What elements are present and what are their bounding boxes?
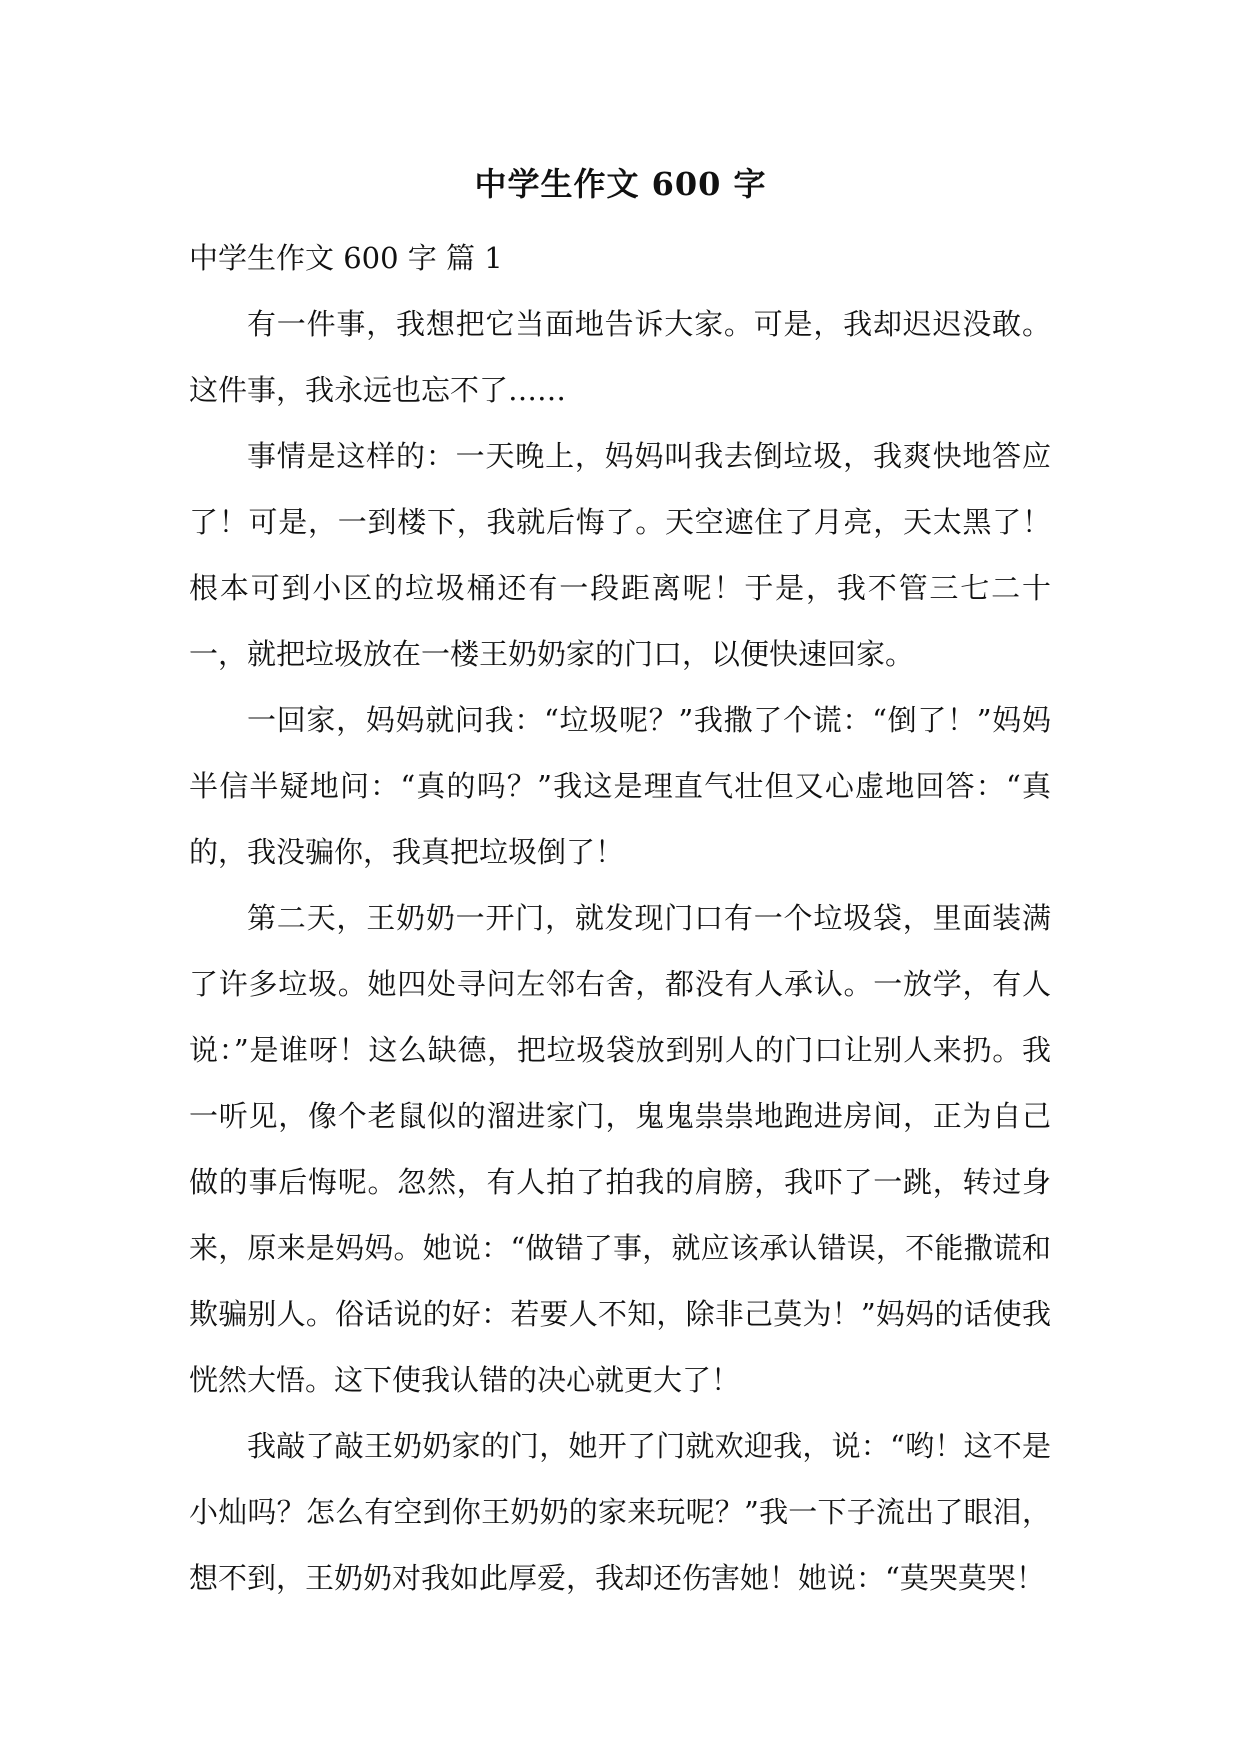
section-heading: 中学生作文 600 字 篇 1	[189, 241, 503, 275]
document-title: 中学生作文 600 字	[474, 165, 767, 203]
paragraph-2: 事情是这样的：一天晚上，妈妈叫我去倒垃圾，我爽快地答应了！可是，一到楼下，我就后悔了。天空遮住了月亮，天太黑了！根本可到小区的垃圾桶还有一段距离呢！于是，我不管三七二十一，就把垃圾放在一楼王奶奶家的门口，以便快速回家。	[189, 439, 1051, 671]
paragraph-5: 我敲了敲王奶奶家的门，她开了门就欢迎我，说：“哟！这不是小灿吗？怎么有空到你王奶奶的家来玩呢？”我一下子流出了眼泪，想不到，王奶奶对我如此厚爱，我却还伤害她！她说：“莫哭莫哭！	[189, 1429, 1051, 1595]
paragraph-1: 有一件事，我想把它当面地告诉大家。可是，我却迟迟没敢。这件事，我永远也忘不了……	[189, 307, 1051, 407]
document-body	[189, 225, 1051, 1611]
paragraph-4: 第二天，王奶奶一开门，就发现门口有一个垃圾袋，里面装满了许多垃圾。她四处寻问左邻右舍，都没有人承认。一放学，有人说：”是谁呀！这么缺德，把垃圾袋放到别人的门口让别人来扔。我一听见，像个老鼠似的溜进家门，鬼鬼祟祟地跑进房间，正为自己做的事后悔呢。忽然，有人拍了拍我的肩膀，我吓了一跳，转过身来，原来是妈妈。她说：“做错了事，就应该承认错误，不能撒谎和欺骗别人。俗话说的好：若要人不知，除非己莫为！”妈妈的话使我恍然大悟。这下使我认错的决心就更大了！	[189, 901, 1051, 1397]
paragraph-3: 一回家，妈妈就问我：“垃圾呢？”我撒了个谎：“倒了！”妈妈半信半疑地问：“真的吗？”我这是理直气壮但又心虚地回答：“真的，我没骗你，我真把垃圾倒了！	[189, 703, 1051, 869]
